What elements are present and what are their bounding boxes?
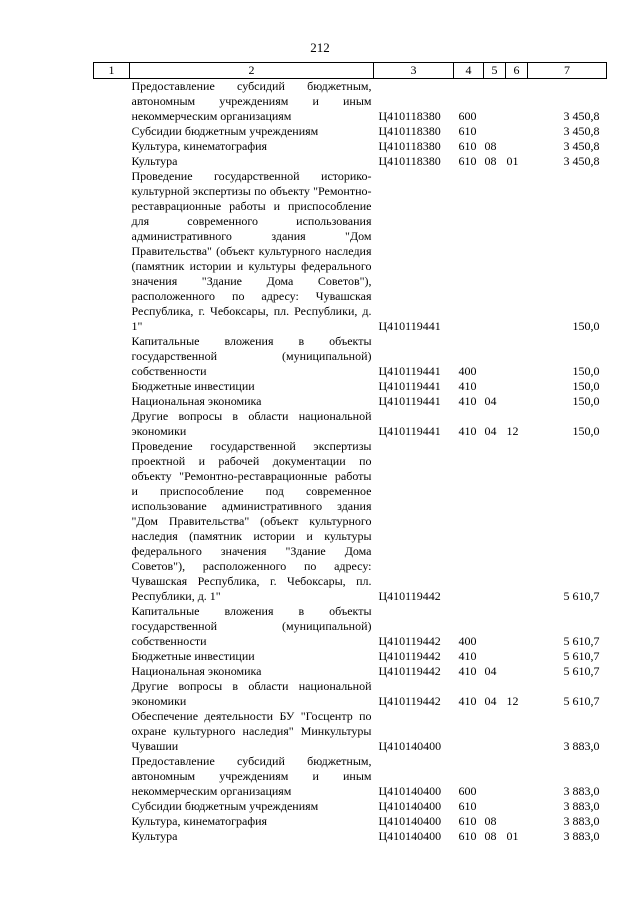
row-col-1-empty — [94, 649, 130, 664]
row-target-code: Ц410119442 — [378, 694, 441, 708]
row-section — [484, 379, 506, 394]
row-amount: 3 883,0 — [563, 814, 600, 828]
row-name: Обеспечение деятельности БУ "Госцентр по охране культурного наследия" Минкультуры Чувашии — [131, 709, 372, 753]
table-row — [94, 799, 607, 814]
row-expense-type: 600 — [458, 784, 477, 798]
row-section — [484, 169, 506, 334]
header-col-2: 2 — [130, 63, 374, 79]
table-row — [94, 439, 607, 604]
row-expense-type: 410 — [458, 424, 477, 438]
row-amount: 150,0 — [572, 424, 600, 438]
header-col-6: 6 — [506, 63, 528, 79]
header-col-5: 5 — [484, 63, 506, 79]
row-subsection — [506, 754, 528, 799]
row-expense-type: 610 — [458, 124, 477, 138]
row-amount: 3 883,0 — [563, 829, 600, 843]
row-section: 08 — [484, 139, 497, 153]
row-subsection — [506, 814, 528, 829]
table-row — [94, 334, 607, 379]
row-col-1-empty — [94, 754, 130, 799]
row-name: Субсидии бюджетным учреждениям — [131, 124, 319, 138]
row-name: Бюджетные инвестиции — [131, 379, 255, 393]
row-section: 04 — [484, 424, 497, 438]
row-amount: 5 610,7 — [563, 649, 600, 663]
row-target-code: Ц410118380 — [378, 139, 441, 153]
row-expense-type: 410 — [458, 694, 477, 708]
row-name: Культура, кинематография — [131, 139, 268, 153]
row-col-1-empty — [94, 829, 130, 844]
row-amount: 3 450,8 — [563, 139, 600, 153]
table-body — [94, 79, 607, 845]
row-target-code: Ц410119442 — [378, 649, 441, 663]
row-subsection — [506, 439, 528, 604]
row-section: 04 — [484, 694, 497, 708]
row-amount: 5 610,7 — [563, 664, 600, 678]
row-target-code: Ц410119441 — [378, 394, 441, 408]
header-col-4: 4 — [454, 63, 484, 79]
row-name: Культура — [131, 154, 178, 168]
row-subsection — [506, 799, 528, 814]
row-name: Капитальные вложения в объекты государственной (муниципальной) собственности — [131, 604, 372, 648]
row-expense-type — [454, 709, 484, 754]
table-row — [94, 169, 607, 334]
table-row — [94, 79, 607, 125]
row-subsection: 01 — [506, 154, 519, 168]
row-target-code: Ц410119441 — [378, 364, 441, 378]
row-section — [484, 439, 506, 604]
table-row — [94, 409, 607, 439]
row-name: Культура, кинематография — [131, 814, 268, 828]
row-section: 08 — [484, 154, 497, 168]
row-section — [484, 709, 506, 754]
row-target-code: Ц410140400 — [378, 784, 442, 798]
row-subsection — [506, 664, 528, 679]
row-amount: 5 610,7 — [563, 694, 600, 708]
row-subsection: 12 — [506, 424, 519, 438]
row-subsection — [506, 604, 528, 649]
row-col-1-empty — [94, 709, 130, 754]
header-col-7: 7 — [528, 63, 607, 79]
row-expense-type — [454, 439, 484, 604]
row-name: Национальная экономика — [131, 664, 262, 678]
table-row — [94, 709, 607, 754]
row-target-code: Ц410119441 — [378, 379, 441, 393]
row-target-code: Ц410119442 — [378, 634, 441, 648]
row-amount: 3 450,8 — [563, 154, 600, 168]
row-col-1-empty — [94, 604, 130, 649]
row-name: Национальная экономика — [131, 394, 262, 408]
table-row — [94, 649, 607, 664]
row-col-1-empty — [94, 124, 130, 139]
row-col-1-empty — [94, 409, 130, 439]
row-expense-type — [454, 169, 484, 334]
row-target-code: Ц410119441 — [378, 424, 441, 438]
row-name: Бюджетные инвестиции — [131, 649, 255, 663]
table-row — [94, 814, 607, 829]
row-expense-type: 610 — [458, 154, 477, 168]
table-row — [94, 604, 607, 649]
row-expense-type: 610 — [458, 814, 477, 828]
row-amount: 5 610,7 — [563, 589, 600, 603]
row-subsection: 01 — [506, 829, 519, 843]
row-section: 08 — [484, 814, 497, 828]
row-amount: 3 450,8 — [563, 124, 600, 138]
row-section — [484, 79, 506, 125]
row-subsection — [506, 79, 528, 125]
row-amount: 150,0 — [572, 394, 600, 408]
row-col-1-empty — [94, 169, 130, 334]
row-col-1-empty — [94, 439, 130, 604]
row-section: 04 — [484, 394, 497, 408]
table-header — [94, 63, 607, 79]
row-subsection — [506, 379, 528, 394]
row-amount: 3 450,8 — [563, 109, 600, 123]
row-col-1-empty — [94, 394, 130, 409]
row-section — [484, 124, 506, 139]
row-name: Проведение государственной экспертизы проектной и рабочей документации по объекту "Ремонтно-реставрационные работы и приспособление под современное использование административного здания "Дом Правительства" (объект культурного наследия (памятник истории и культуры федерального значения "Здание Дома Советов"), расположенного по адресу: Чувашская Республика, г. Чебоксары, пл. Республики, д. 1" — [131, 439, 372, 603]
row-name: Капитальные вложения в объекты государственной (муниципальной) собственности — [131, 334, 372, 378]
table-row — [94, 679, 607, 709]
row-expense-type: 610 — [458, 799, 477, 813]
row-name: Предоставление субсидий бюджетным, автономным учреждениям и иным некоммерческим организациям — [131, 79, 372, 123]
row-target-code: Ц410118380 — [378, 154, 441, 168]
row-target-code: Ц410118380 — [378, 109, 441, 123]
row-expense-type: 400 — [458, 364, 477, 378]
row-amount: 150,0 — [572, 364, 600, 378]
row-col-1-empty — [94, 334, 130, 379]
row-section — [484, 334, 506, 379]
row-target-code: Ц410140400 — [378, 814, 442, 828]
table-row — [94, 664, 607, 679]
row-name: Проведение государственной историко-культурной экспертизы по объекту "Ремонтно-реставрационные работы и приспособление для современного использования административного здания "Дом Правительства" (объект культурного наследия (памятник истории и культуры федерального значения "Здание Дома Советов"), расположенного по адресу: Чувашская Республика, г. Чебоксары, пл. Республики, д. 1" — [131, 169, 372, 333]
row-expense-type: 600 — [458, 109, 477, 123]
budget-table — [93, 62, 607, 844]
row-name: Предоставление субсидий бюджетным, автономным учреждениям и иным некоммерческим организациям — [131, 754, 372, 798]
row-target-code: Ц410119442 — [378, 664, 441, 678]
row-target-code: Ц410140400 — [378, 799, 442, 813]
row-amount: 3 883,0 — [563, 784, 600, 798]
row-target-code: Ц410118380 — [378, 124, 441, 138]
row-col-1-empty — [94, 664, 130, 679]
row-amount: 3 883,0 — [563, 799, 600, 813]
table-row — [94, 379, 607, 394]
row-section — [484, 604, 506, 649]
row-expense-type: 410 — [458, 664, 477, 678]
row-col-1-empty — [94, 154, 130, 169]
table-row — [94, 154, 607, 169]
table-row — [94, 754, 607, 799]
header-row — [94, 63, 607, 79]
row-name: Культура — [131, 829, 178, 843]
row-expense-type: 410 — [458, 649, 477, 663]
row-subsection: 12 — [506, 694, 519, 708]
row-target-code: Ц410119442 — [378, 589, 441, 603]
row-expense-type: 410 — [458, 379, 477, 393]
row-section: 08 — [484, 829, 497, 843]
row-subsection — [506, 334, 528, 379]
row-section — [484, 799, 506, 814]
row-section — [484, 649, 506, 664]
row-expense-type: 400 — [458, 634, 477, 648]
row-subsection — [506, 709, 528, 754]
row-subsection — [506, 169, 528, 334]
row-name: Другие вопросы в области национальной экономики — [131, 679, 372, 708]
header-col-1: 1 — [94, 63, 130, 79]
table-row — [94, 394, 607, 409]
row-col-1-empty — [94, 799, 130, 814]
row-subsection — [506, 124, 528, 139]
row-col-1-empty — [94, 139, 130, 154]
page-number: 212 — [310, 40, 330, 55]
table-row — [94, 829, 607, 844]
row-amount: 150,0 — [572, 319, 600, 333]
row-subsection — [506, 394, 528, 409]
table-row — [94, 124, 607, 139]
row-col-1-empty — [94, 79, 130, 125]
table-row — [94, 139, 607, 154]
row-name: Другие вопросы в области национальной экономики — [131, 409, 372, 438]
header-col-3: 3 — [374, 63, 454, 79]
row-subsection — [506, 649, 528, 664]
row-amount: 150,0 — [572, 379, 600, 393]
row-name: Субсидии бюджетным учреждениям — [131, 799, 319, 813]
row-expense-type: 610 — [458, 139, 477, 153]
row-col-1-empty — [94, 379, 130, 394]
row-section: 04 — [484, 664, 497, 678]
row-expense-type: 410 — [458, 394, 477, 408]
row-section — [484, 754, 506, 799]
row-col-1-empty — [94, 814, 130, 829]
row-expense-type: 610 — [458, 829, 477, 843]
row-target-code: Ц410140400 — [378, 829, 442, 843]
row-col-1-empty — [94, 679, 130, 709]
row-subsection — [506, 139, 528, 154]
row-amount: 5 610,7 — [563, 634, 600, 648]
row-target-code: Ц410140400 — [378, 739, 442, 753]
row-amount: 3 883,0 — [563, 739, 600, 753]
row-target-code: Ц410119441 — [378, 319, 441, 333]
